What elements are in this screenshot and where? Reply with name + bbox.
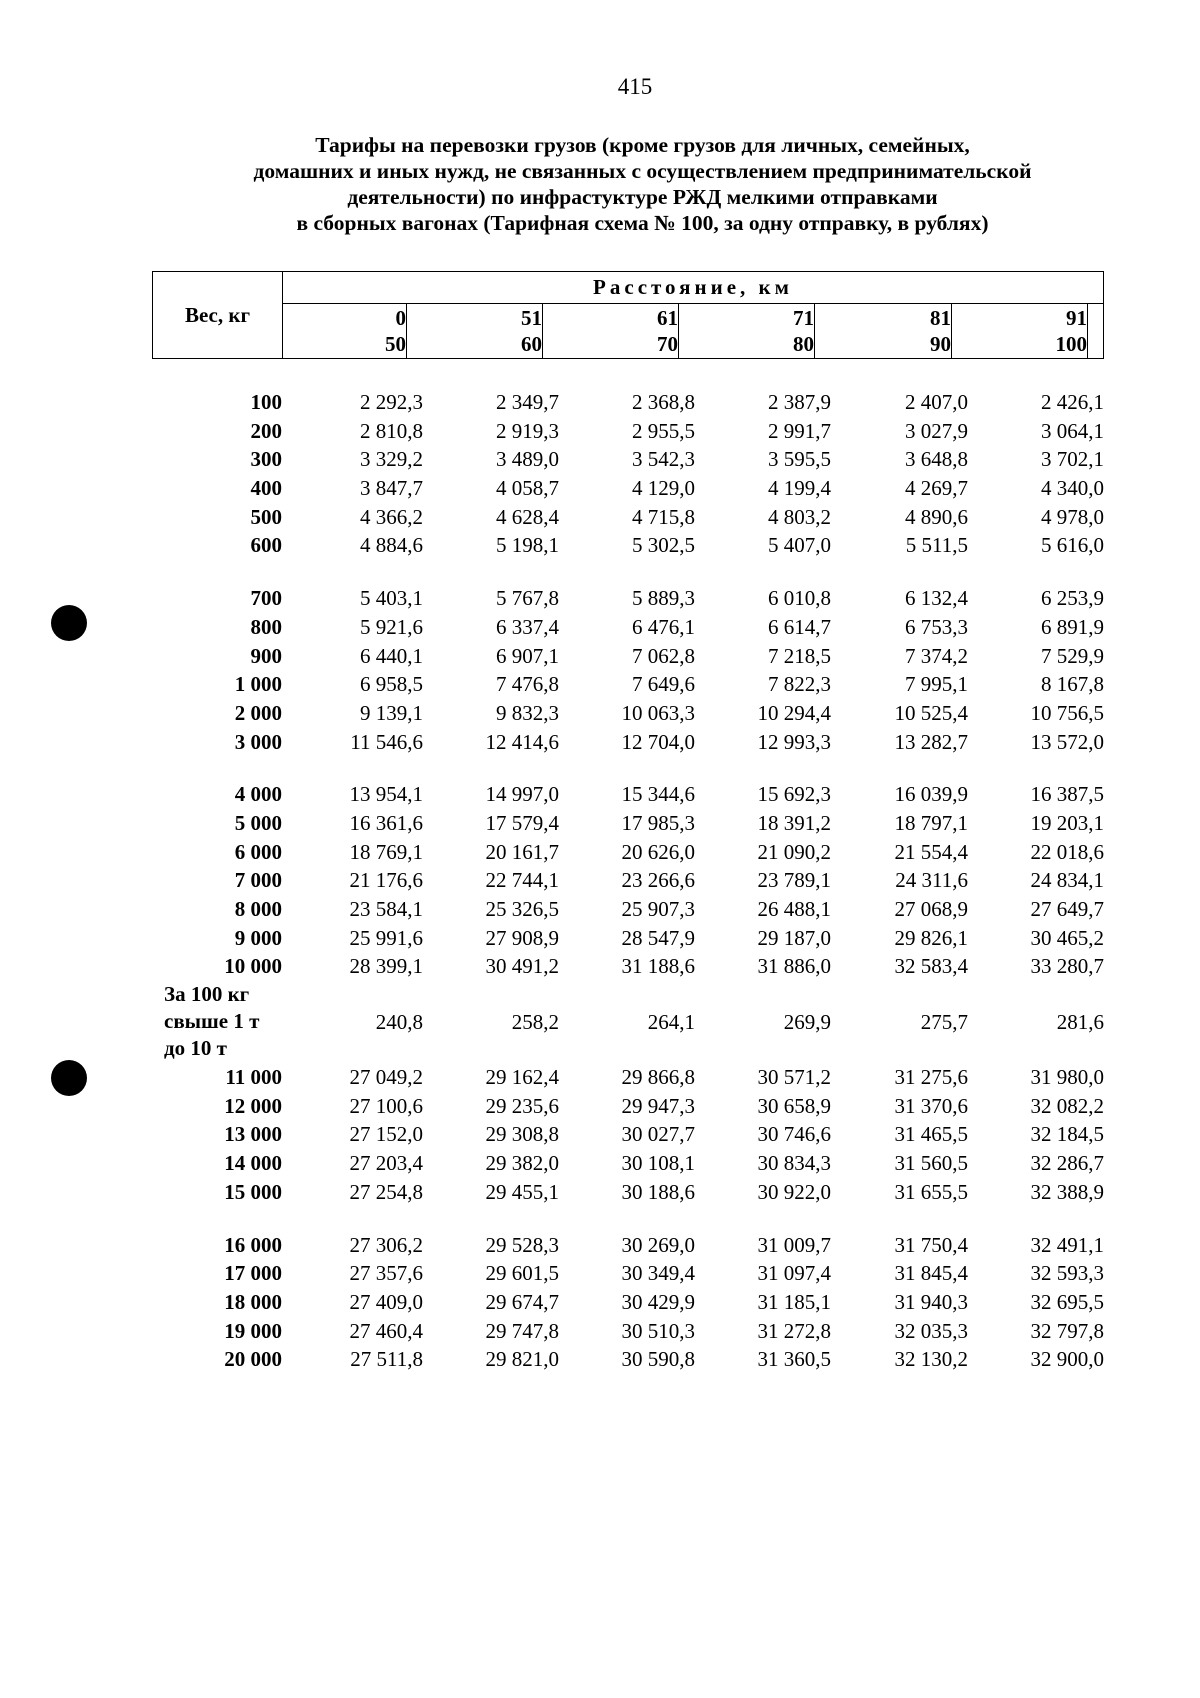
tariff-cell: 31 886,0 <box>757 954 831 979</box>
tariff-cell: 6 753,3 <box>905 614 968 639</box>
weight-cell: 13 000 <box>224 1122 282 1147</box>
tariff-cell: 29 601,5 <box>485 1261 559 1286</box>
tariff-cell: 3 702,1 <box>1041 447 1104 472</box>
range-header-61-70 <box>543 304 679 359</box>
title-line: деятельности) по инфрастуктуре РЖД мелкими отправками <box>347 185 938 209</box>
tariff-cell: 20 161,7 <box>485 839 559 864</box>
weight-cell: 200 <box>250 418 282 443</box>
tariff-cell: 7 374,2 <box>905 643 968 668</box>
tariff-cell: 30 465,2 <box>1030 925 1104 950</box>
table-row <box>0 1178 1200 1207</box>
weight-cell: 500 <box>250 504 282 529</box>
tariff-cell: 4 628,4 <box>496 504 559 529</box>
table-row <box>0 924 1200 953</box>
tariff-cell: 18 391,2 <box>757 810 831 835</box>
tariff-cell: 4 715,8 <box>632 504 695 529</box>
table-row <box>0 1092 1200 1121</box>
range-header-91-100 <box>952 304 1088 359</box>
document-title <box>150 132 1135 236</box>
tariff-cell: 18 797,1 <box>894 810 968 835</box>
table-row <box>0 584 1200 613</box>
tariff-cell: 5 921,6 <box>360 614 423 639</box>
tariff-cell: 6 010,8 <box>768 586 831 611</box>
tariff-cell: 7 822,3 <box>768 672 831 697</box>
tariff-cell: 3 489,0 <box>496 447 559 472</box>
tariff-cell: 4 803,2 <box>768 504 831 529</box>
tariff-cell: 3 648,8 <box>905 447 968 472</box>
tariff-cell: 32 593,3 <box>1030 1261 1104 1286</box>
table-row <box>0 1231 1200 1260</box>
tariff-cell: 2 368,8 <box>632 390 695 414</box>
tariff-cell: 32 388,9 <box>1030 1179 1104 1204</box>
tariff-cell: 30 746,6 <box>757 1122 831 1147</box>
tariff-cell: 5 407,0 <box>768 533 831 558</box>
tariff-cell: 10 756,5 <box>1030 700 1104 725</box>
tariff-cell: 2 349,7 <box>496 390 559 414</box>
tariff-cell: 2 292,3 <box>360 390 423 414</box>
punch-hole-icon <box>51 605 87 641</box>
tariff-cell: 31 655,5 <box>894 1179 968 1204</box>
tariff-cell: 6 891,9 <box>1041 614 1104 639</box>
weight-cell: 100 <box>250 390 282 414</box>
table-row <box>0 503 1200 532</box>
weight-cell: 700 <box>250 586 282 611</box>
tariff-cell: 6 958,5 <box>360 672 423 697</box>
table-row <box>0 952 1200 981</box>
tariff-cell: 7 995,1 <box>905 672 968 697</box>
tariff-cell: 27 649,7 <box>1030 897 1104 921</box>
tariff-cell: 32 491,1 <box>1030 1232 1104 1257</box>
tariff-cell: 29 528,3 <box>485 1232 559 1257</box>
weight-cell: 20 000 <box>224 1347 282 1372</box>
tariff-table-body <box>0 388 1200 1374</box>
tariff-cell: 6 440,1 <box>360 643 423 668</box>
tariff-cell: 18 769,1 <box>349 839 423 864</box>
tariff-cell: 13 954,1 <box>349 782 423 807</box>
tariff-cell: 22 018,6 <box>1030 839 1104 864</box>
table-row <box>0 531 1200 560</box>
tariff-cell: 275,7 <box>920 1010 968 1035</box>
table-row <box>0 1120 1200 1149</box>
tariff-cell: 10 294,4 <box>757 700 831 725</box>
weight-cell: 3 000 <box>234 729 282 754</box>
tariff-cell: 31 272,8 <box>757 1318 831 1343</box>
tariff-cell: 29 162,4 <box>485 1065 559 1090</box>
weight-cell: 14 000 <box>224 1151 282 1176</box>
range-from: 91 <box>1066 306 1087 330</box>
tariff-cell: 31 370,6 <box>894 1093 968 1118</box>
tariff-cell: 14 997,0 <box>485 782 559 807</box>
title-line: Тарифы на перевозки грузов (кроме грузов для личных, семейных, <box>315 133 970 157</box>
tariff-cell: 15 344,6 <box>621 782 695 807</box>
tariff-cell: 3 595,5 <box>768 447 831 472</box>
tariff-cell: 25 907,3 <box>621 897 695 921</box>
table-row <box>0 780 1200 809</box>
table-row <box>0 1063 1200 1092</box>
tariff-cell: 21 554,4 <box>894 839 968 864</box>
tariff-cell: 29 947,3 <box>621 1093 695 1118</box>
tariff-cell: 29 382,0 <box>485 1151 559 1176</box>
table-row <box>0 1288 1200 1317</box>
weight-cell: 19 000 <box>224 1318 282 1343</box>
tariff-cell: 23 584,1 <box>349 897 423 921</box>
range-to: 70 <box>657 332 678 356</box>
weight-cell: 800 <box>250 614 282 639</box>
label-line: свыше 1 т <box>164 1009 260 1034</box>
tariff-cell: 32 035,3 <box>894 1318 968 1343</box>
tariff-cell: 27 409,0 <box>349 1289 423 1314</box>
tariff-cell: 27 511,8 <box>350 1347 423 1372</box>
weight-cell: 900 <box>250 643 282 668</box>
tariff-cell: 4 269,7 <box>905 476 968 501</box>
tariff-cell: 27 203,4 <box>349 1151 423 1176</box>
weight-cell: 4 000 <box>234 782 282 807</box>
label-line: до 10 т <box>164 1036 227 1061</box>
tariff-cell: 32 082,2 <box>1030 1093 1104 1118</box>
range-from: 0 <box>395 306 406 330</box>
tariff-cell: 6 614,7 <box>768 614 831 639</box>
tariff-cell: 30 027,7 <box>621 1122 695 1147</box>
tariff-cell: 2 991,7 <box>768 418 831 443</box>
table-row <box>0 642 1200 671</box>
tariff-cell: 29 674,7 <box>485 1289 559 1314</box>
tariff-cell: 4 890,6 <box>905 504 968 529</box>
tariff-cell: 27 049,2 <box>349 1065 423 1090</box>
tariff-cell: 30 108,1 <box>621 1151 695 1176</box>
tariff-cell: 11 546,6 <box>350 729 423 754</box>
per-100kg-row <box>0 981 1200 1063</box>
tariff-cell: 281,6 <box>1056 1010 1104 1035</box>
table-row <box>0 1345 1200 1374</box>
weight-cell: 9 000 <box>234 925 282 950</box>
tariff-cell: 25 991,6 <box>349 925 423 950</box>
tariff-cell: 27 152,0 <box>349 1122 423 1147</box>
tariff-cell: 23 789,1 <box>757 868 831 893</box>
tariff-cell: 5 302,5 <box>632 533 695 558</box>
per-100kg-label <box>164 981 259 1062</box>
table-row <box>0 809 1200 838</box>
table-row <box>0 699 1200 728</box>
tariff-cell: 7 062,8 <box>632 643 695 668</box>
punch-hole-icon <box>51 1060 87 1096</box>
tariff-cell: 3 027,9 <box>905 418 968 443</box>
range-to: 80 <box>793 332 814 356</box>
tariff-cell: 27 100,6 <box>349 1093 423 1118</box>
distance-header: Расстояние, км <box>283 272 1103 304</box>
tariff-cell: 30 510,3 <box>621 1318 695 1343</box>
tariff-cell: 29 747,8 <box>485 1318 559 1343</box>
weight-cell: 7 000 <box>234 868 282 893</box>
tariff-cell: 30 590,8 <box>621 1347 695 1372</box>
tariff-cell: 32 695,5 <box>1030 1289 1104 1314</box>
tariff-cell: 24 311,6 <box>895 868 968 893</box>
weight-cell: 12 000 <box>224 1093 282 1118</box>
tariff-cell: 3 329,2 <box>360 447 423 472</box>
table-row <box>0 474 1200 503</box>
weight-column-header: Вес, кг <box>153 272 283 358</box>
tariff-cell: 30 349,4 <box>621 1261 695 1286</box>
tariff-cell: 31 009,7 <box>757 1232 831 1257</box>
table-row <box>0 445 1200 474</box>
range-from: 81 <box>930 306 951 330</box>
tariff-cell: 32 130,2 <box>894 1347 968 1372</box>
tariff-cell: 4 058,7 <box>496 476 559 501</box>
range-to: 90 <box>930 332 951 356</box>
tariff-cell: 27 460,4 <box>349 1318 423 1343</box>
tariff-cell: 4 199,4 <box>768 476 831 501</box>
tariff-cell: 30 491,2 <box>485 954 559 979</box>
tariff-cell: 4 129,0 <box>632 476 695 501</box>
table-row <box>0 1149 1200 1178</box>
tariff-cell: 2 919,3 <box>496 418 559 443</box>
tariff-cell: 5 767,8 <box>496 586 559 611</box>
tariff-cell: 7 649,6 <box>632 672 695 697</box>
tariff-cell: 12 993,3 <box>757 729 831 754</box>
tariff-cell: 29 235,6 <box>485 1093 559 1118</box>
tariff-cell: 13 572,0 <box>1030 729 1104 754</box>
tariff-cell: 22 744,1 <box>485 868 559 893</box>
tariff-cell: 9 139,1 <box>360 700 423 725</box>
tariff-cell: 6 476,1 <box>632 614 695 639</box>
tariff-cell: 10 063,3 <box>621 700 695 725</box>
weight-cell: 10 000 <box>224 954 282 979</box>
tariff-cell: 6 907,1 <box>496 643 559 668</box>
range-from: 61 <box>657 306 678 330</box>
range-from: 51 <box>521 306 542 330</box>
tariff-cell: 7 476,8 <box>496 672 559 697</box>
tariff-cell: 32 797,8 <box>1030 1318 1104 1343</box>
tariff-cell: 29 866,8 <box>621 1065 695 1090</box>
tariff-cell: 31 845,4 <box>894 1261 968 1286</box>
tariff-cell: 23 266,6 <box>621 868 695 893</box>
tariff-cell: 16 387,5 <box>1030 782 1104 807</box>
tariff-cell: 32 900,0 <box>1030 1347 1104 1372</box>
tariff-cell: 25 326,5 <box>485 897 559 921</box>
tariff-cell: 2 955,5 <box>632 418 695 443</box>
weight-cell: 300 <box>250 447 282 472</box>
weight-cell: 1 000 <box>234 672 282 697</box>
weight-cell: 5 000 <box>234 810 282 835</box>
weight-cell: 16 000 <box>224 1232 282 1257</box>
weight-cell: 6 000 <box>234 839 282 864</box>
tariff-cell: 5 616,0 <box>1041 533 1104 558</box>
tariff-cell: 29 455,1 <box>485 1179 559 1204</box>
table-header <box>152 271 1104 359</box>
weight-cell: 2 000 <box>234 700 282 725</box>
table-row <box>0 417 1200 446</box>
tariff-cell: 31 980,0 <box>1030 1065 1104 1090</box>
title-line: в сборных вагонах (Тарифная схема № 100, за одну отправку, в рублях) <box>296 211 989 235</box>
tariff-cell: 264,1 <box>647 1010 695 1035</box>
tariff-cell: 269,9 <box>783 1010 831 1035</box>
tariff-cell: 21 176,6 <box>349 868 423 893</box>
tariff-cell: 30 269,0 <box>621 1232 695 1257</box>
table-row <box>0 895 1200 924</box>
tariff-cell: 2 407,0 <box>905 390 968 414</box>
tariff-cell: 32 286,7 <box>1030 1151 1104 1176</box>
title-line: домашних и иных нужд, не связанных с осуществлением предпринимательской <box>253 159 1032 183</box>
tariff-cell: 32 583,4 <box>894 954 968 979</box>
tariff-cell: 24 834,1 <box>1030 868 1104 893</box>
tariff-cell: 29 821,0 <box>485 1347 559 1372</box>
tariff-cell: 240,8 <box>375 1010 423 1035</box>
tariff-cell: 12 704,0 <box>621 729 695 754</box>
weight-cell: 17 000 <box>224 1261 282 1286</box>
tariff-cell: 30 429,9 <box>621 1289 695 1314</box>
tariff-cell: 2 387,9 <box>768 390 831 414</box>
tariff-cell: 28 399,1 <box>349 954 423 979</box>
range-to: 50 <box>385 332 406 356</box>
range-header-71-80 <box>679 304 815 359</box>
range-to: 60 <box>521 332 542 356</box>
tariff-cell: 26 488,1 <box>757 897 831 921</box>
tariff-cell: 7 218,5 <box>768 643 831 668</box>
range-header-81-90 <box>815 304 952 359</box>
tariff-cell: 29 187,0 <box>757 925 831 950</box>
tariff-cell: 17 985,3 <box>621 810 695 835</box>
table-row <box>0 613 1200 642</box>
tariff-cell: 4 340,0 <box>1041 476 1104 501</box>
tariff-cell: 13 282,7 <box>894 729 968 754</box>
tariff-cell: 28 547,9 <box>621 925 695 950</box>
tariff-cell: 4 366,2 <box>360 504 423 529</box>
tariff-cell: 19 203,1 <box>1030 810 1104 835</box>
tariff-cell: 30 834,3 <box>757 1151 831 1176</box>
tariff-cell: 30 658,9 <box>757 1093 831 1118</box>
table-row <box>0 838 1200 867</box>
tariff-cell: 258,2 <box>511 1010 559 1035</box>
range-to: 100 <box>1055 332 1087 356</box>
tariff-cell: 10 525,4 <box>894 700 968 725</box>
tariff-cell: 31 275,6 <box>894 1065 968 1090</box>
tariff-cell: 31 188,6 <box>621 954 695 979</box>
tariff-cell: 5 198,1 <box>496 533 559 558</box>
range-from: 71 <box>793 306 814 330</box>
label-line: За 100 кг <box>164 982 250 1007</box>
tariff-cell: 5 403,1 <box>360 586 423 611</box>
tariff-cell: 3 542,3 <box>632 447 695 472</box>
weight-cell: 11 000 <box>225 1065 282 1090</box>
tariff-cell: 21 090,2 <box>757 839 831 864</box>
tariff-cell: 16 361,6 <box>349 810 423 835</box>
tariff-cell: 31 360,5 <box>757 1347 831 1372</box>
table-row <box>0 670 1200 699</box>
tariff-cell: 2 426,1 <box>1041 390 1104 414</box>
tariff-cell: 3 847,7 <box>360 476 423 501</box>
tariff-cell: 31 560,5 <box>894 1151 968 1176</box>
tariff-cell: 27 254,8 <box>349 1179 423 1204</box>
table-row <box>0 1317 1200 1346</box>
weight-cell: 400 <box>250 476 282 501</box>
tariff-cell: 6 132,4 <box>905 586 968 611</box>
tariff-cell: 27 306,2 <box>349 1232 423 1257</box>
tariff-cell: 12 414,6 <box>485 729 559 754</box>
tariff-cell: 31 097,4 <box>757 1261 831 1286</box>
tariff-cell: 31 185,1 <box>757 1289 831 1314</box>
weight-cell: 15 000 <box>224 1179 282 1204</box>
tariff-cell: 20 626,0 <box>621 839 695 864</box>
page-number: 415 <box>617 74 653 99</box>
tariff-cell: 6 337,4 <box>496 614 559 639</box>
weight-cell: 8 000 <box>234 897 282 921</box>
tariff-cell: 29 308,8 <box>485 1122 559 1147</box>
tariff-cell: 33 280,7 <box>1030 954 1104 979</box>
tariff-cell: 4 978,0 <box>1041 504 1104 529</box>
table-row <box>0 728 1200 757</box>
tariff-cell: 29 826,1 <box>894 925 968 950</box>
tariff-cell: 17 579,4 <box>485 810 559 835</box>
tariff-cell: 30 922,0 <box>757 1179 831 1204</box>
tariff-cell: 5 511,5 <box>905 533 968 558</box>
tariff-cell: 7 529,9 <box>1041 643 1104 668</box>
tariff-cell: 27 068,9 <box>894 897 968 921</box>
table-row <box>0 1259 1200 1288</box>
tariff-cell: 16 039,9 <box>894 782 968 807</box>
tariff-cell: 27 908,9 <box>485 925 559 950</box>
weight-cell: 18 000 <box>224 1289 282 1314</box>
tariff-cell: 4 884,6 <box>360 533 423 558</box>
tariff-cell: 27 357,6 <box>349 1261 423 1286</box>
weight-cell: 600 <box>250 533 282 558</box>
tariff-cell: 15 692,3 <box>757 782 831 807</box>
tariff-cell: 31 750,4 <box>894 1232 968 1257</box>
tariff-cell: 8 167,8 <box>1041 672 1104 697</box>
range-header-51-60 <box>407 304 543 359</box>
tariff-cell: 3 064,1 <box>1041 418 1104 443</box>
table-row <box>0 388 1200 417</box>
range-header-0-50 <box>283 304 407 359</box>
tariff-cell: 9 832,3 <box>496 700 559 725</box>
tariff-cell: 31 465,5 <box>894 1122 968 1147</box>
tariff-cell: 32 184,5 <box>1030 1122 1104 1147</box>
tariff-cell: 30 571,2 <box>757 1065 831 1090</box>
tariff-cell: 6 253,9 <box>1041 586 1104 611</box>
tariff-cell: 31 940,3 <box>894 1289 968 1314</box>
tariff-cell: 5 889,3 <box>632 586 695 611</box>
tariff-cell: 30 188,6 <box>621 1179 695 1204</box>
table-row <box>0 866 1200 895</box>
tariff-cell: 2 810,8 <box>360 418 423 443</box>
